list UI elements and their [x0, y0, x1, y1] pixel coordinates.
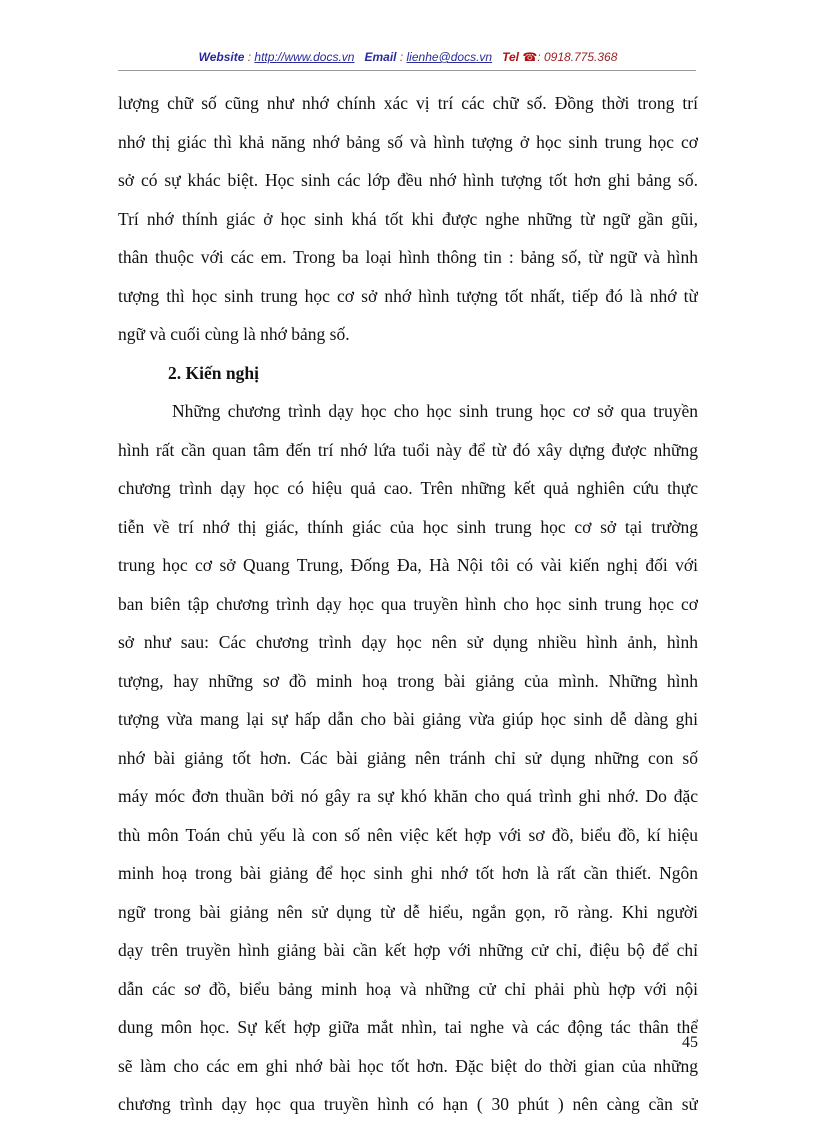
text-line: Trí nhớ thính giác ở học sinh khá tốt khi được nghe những từ ngữ gần gũi, — [118, 208, 698, 229]
website-link[interactable]: http://www.docs.vn — [254, 50, 355, 64]
website-separator: : — [244, 50, 255, 64]
tel-number: : 0918.775.368 — [537, 50, 618, 64]
page-number: 45 — [682, 1034, 698, 1051]
website-label: Website — [198, 50, 245, 64]
text-line: lượng chữ số cũng như nhớ chính xác vị trí các chữ số. Đồng thời trong trí — [118, 93, 698, 113]
header-divider — [118, 70, 696, 71]
text-line: nhớ bài giảng tốt hơn. Các bài giảng nên tránh chỉ sử dụng những con số — [118, 747, 698, 768]
text-line: minh hoạ trong bài giảng để học sinh ghi nhớ tốt hơn là rất cần thiết. Ngôn — [118, 863, 698, 883]
page-header — [0, 50, 816, 64]
text-line: tượng thì học sinh trung học cơ sở nhớ hình tượng tốt nhất, tiếp đó là nhớ từ — [118, 285, 698, 306]
text-line: ngữ và cuối cùng là nhớ bảng số. — [118, 324, 350, 344]
tel-label: Tel — [502, 50, 520, 64]
text-line: tượng vừa mang lại sự hấp dẫn cho bài giảng vừa giúp học sinh dễ dàng ghi — [118, 709, 698, 729]
document-body — [118, 84, 698, 1124]
email-link[interactable]: lienhe@docs.vn — [406, 50, 493, 64]
text-line: sẽ làm cho các em ghi nhớ bài học tốt hơn. Đặc biệt do thời gian của những — [118, 1055, 698, 1076]
text-line: dạy trên truyền hình giảng bài cần kết hợp với những cử chỉ, điệu bộ để chỉ — [118, 940, 698, 960]
text-line: nhớ thị giác thì khả năng nhớ bảng số và hình tượng ở học sinh trung học cơ — [118, 131, 698, 152]
text-line: Những chương trình dạy học cho học sinh trung học cơ sở qua truyền — [172, 401, 698, 421]
text-line: máy móc đơn thuần bởi nó gây ra sự khó khăn cho quá trình ghi nhớ. Do đặc — [118, 786, 698, 806]
phone-icon: ☎ — [522, 50, 538, 64]
email-separator: : — [396, 50, 407, 64]
text-line: chương trình dạy học qua truyền hình có hạn ( 30 phút ) nên càng cần sử — [118, 1094, 698, 1114]
text-line: ban biên tập chương trình dạy học qua truyền hình cho học sinh trung học cơ — [118, 593, 698, 614]
text-line: sở có sự khác biệt. Học sinh các lớp đều nhớ hình tượng tốt hơn ghi bảng số. — [118, 170, 698, 190]
text-line: dung môn học. Sự kết hợp giữa mắt nhìn, tai nghe và các động tác thân thể — [118, 1017, 698, 1037]
paragraph-conclusion — [118, 84, 698, 354]
text-line: ngữ trong bài giảng nên sử dụng từ dễ hiểu, ngắn gọn, rõ ràng. Khi người — [118, 901, 698, 922]
text-line: thân thuộc với các em. Trong ba loại hình thông tin : bảng số, từ ngữ và hình — [118, 247, 698, 267]
text-line: sở như sau: Các chương trình dạy học nên sử dụng nhiều hình ảnh, hình — [118, 632, 698, 652]
text-line: chương trình dạy học có hiệu quả cao. Trên những kết quả nghiên cứu thực — [118, 478, 698, 498]
text-line: thù môn Toán chủ yếu là con số nên việc kết hợp với sơ đồ, biểu đồ, kí hiệu — [118, 824, 698, 845]
text-line: tượng, hay những sơ đồ minh hoạ trong bài giảng của mình. Những hình — [118, 670, 698, 691]
text-line: trung học cơ sở Quang Trung, Đống Đa, Hà Nội tôi có vài kiến nghị đối với — [118, 555, 698, 575]
paragraph-recommendation — [118, 392, 698, 1124]
email-label: Email — [364, 50, 397, 64]
text-line: dẫn các sơ đồ, biểu bảng minh hoạ và những cử chỉ phải phù hợp với nội — [118, 978, 698, 999]
text-line: hình rất cần quan tâm đến trí nhớ lứa tuổi này để từ đó xây dựng được những — [118, 439, 698, 460]
section-heading: 2. Kiến nghị — [168, 362, 259, 383]
text-line: tiễn về trí nhớ thị giác, thính giác của học sinh trung học cơ sở tại trường — [118, 516, 698, 537]
